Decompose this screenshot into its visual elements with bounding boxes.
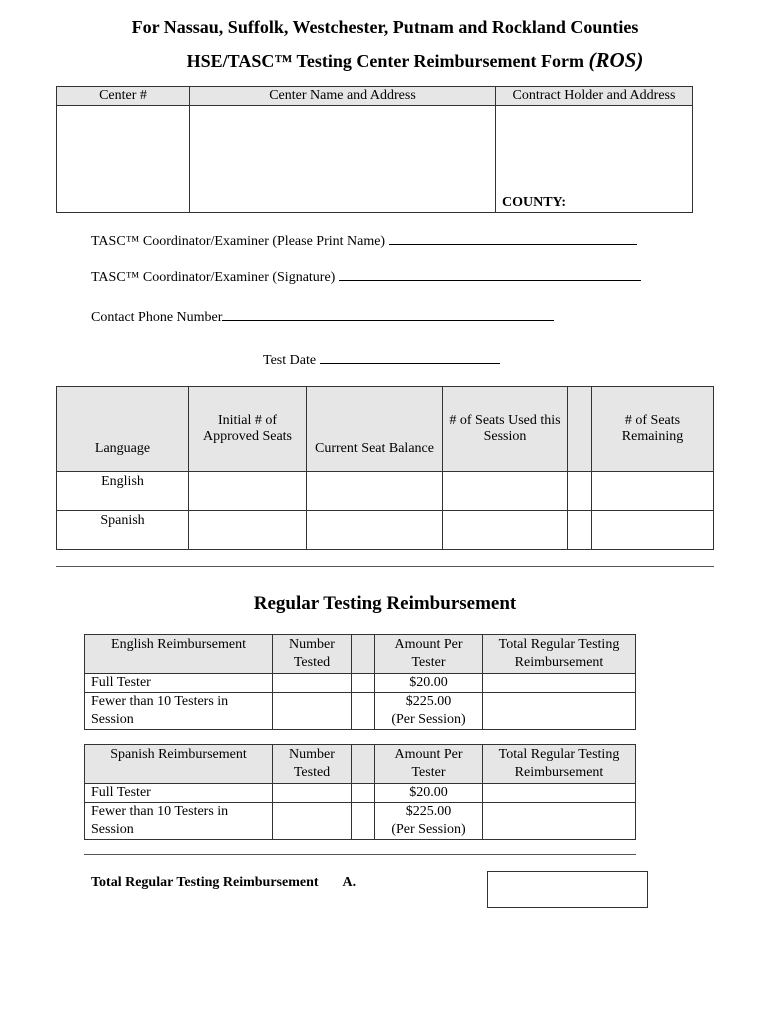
- signature-line[interactable]: [339, 268, 641, 281]
- spanish-fewer-amount-note: (Per Session): [391, 822, 466, 837]
- seats-spacer-header: [568, 387, 592, 472]
- phone-line[interactable]: [222, 308, 554, 321]
- section-divider: [56, 566, 714, 567]
- english-used-cell[interactable]: [443, 472, 568, 511]
- english-fewer-total-cell[interactable]: [483, 693, 636, 730]
- form-title-counties: For Nassau, Suffolk, Westchester, Putnam and Rockland Counties: [131, 17, 639, 37]
- contract-holder-cell[interactable]: [496, 106, 693, 213]
- spanish-spacer-header: [352, 745, 375, 784]
- english-spacer-cell: [568, 472, 592, 511]
- table-row: [57, 511, 714, 550]
- english-spacer-header: [352, 635, 375, 674]
- english-fewer-number-cell[interactable]: [273, 693, 352, 730]
- spanish-fewer-spacer-cell: [352, 803, 375, 840]
- spanish-reimbursement-table: [84, 744, 636, 840]
- county-label: COUNTY:: [502, 195, 567, 210]
- contract-holder-header: Contract Holder and Address: [496, 87, 693, 106]
- signature-field[interactable]: [91, 268, 641, 286]
- regular-testing-title: Regular Testing Reimbursement: [253, 593, 517, 614]
- english-balance-cell[interactable]: [307, 472, 443, 511]
- total-regular-letter: A.: [342, 875, 357, 890]
- spanish-used-cell[interactable]: [443, 511, 568, 550]
- spanish-initial-cell[interactable]: [189, 511, 307, 550]
- table-row: [85, 693, 636, 730]
- spanish-balance-cell[interactable]: [307, 511, 443, 550]
- english-amount-header: Amount Per Tester: [375, 635, 483, 674]
- english-full-spacer-cell: [352, 674, 375, 693]
- spanish-remaining-cell[interactable]: [592, 511, 714, 550]
- spanish-fewer-number-cell[interactable]: [273, 803, 352, 840]
- signature-label: TASC™ Coordinator/Examiner (Signature): [91, 270, 336, 285]
- seats-remaining-header: # of Seats Remaining: [592, 387, 714, 472]
- test-date-line[interactable]: [320, 351, 500, 364]
- center-name-header: Center Name and Address: [190, 87, 496, 106]
- spanish-amount-header: Amount Per Tester: [375, 745, 483, 784]
- total-regular-text: Total Regular Testing Reimbursement: [91, 875, 319, 890]
- print-name-line[interactable]: [389, 232, 637, 245]
- form-title-main: HSE/TASC™ Testing Center Reimbursement Form: [186, 51, 589, 71]
- english-fewer-label: Fewer than 10 Testers in Session: [85, 693, 273, 730]
- spanish-full-tester-label: Full Tester: [85, 784, 273, 803]
- spanish-total-header: Total Regular Testing Reimbursement: [483, 745, 636, 784]
- phone-field[interactable]: [91, 308, 554, 326]
- english-reimbursement-table: [84, 634, 636, 730]
- english-full-total-cell[interactable]: [483, 674, 636, 693]
- test-date-label: Test Date: [263, 353, 317, 368]
- center-name-cell[interactable]: [190, 106, 496, 213]
- language-header: Language: [57, 387, 189, 472]
- total-divider: [84, 854, 636, 855]
- phone-label: Contact Phone Number: [91, 310, 223, 325]
- table-row: [85, 803, 636, 840]
- table-row: [85, 784, 636, 803]
- spanish-fewer-label: Fewer than 10 Testers in Session: [85, 803, 273, 840]
- english-fewer-amount: [375, 693, 483, 730]
- total-regular-label: [91, 875, 356, 891]
- language-spanish: Spanish: [57, 511, 189, 550]
- center-number-cell[interactable]: [57, 106, 190, 213]
- total-regular-box[interactable]: [487, 871, 648, 908]
- current-balance-header: Current Seat Balance: [307, 387, 443, 472]
- english-remaining-cell[interactable]: [592, 472, 714, 511]
- form-title-ros: (ROS): [588, 48, 644, 72]
- spanish-fewer-total-cell[interactable]: [483, 803, 636, 840]
- print-name-label: TASC™ Coordinator/Examiner (Please Print Name): [91, 234, 386, 249]
- seats-table: [56, 386, 714, 550]
- spanish-full-spacer-cell: [352, 784, 375, 803]
- english-fewer-amount-note: (Per Session): [391, 712, 466, 727]
- english-full-number-cell[interactable]: [273, 674, 352, 693]
- english-number-tested-header: Number Tested: [273, 635, 352, 674]
- table-row: [57, 472, 714, 511]
- language-english: English: [57, 472, 189, 511]
- center-info-table: [56, 86, 693, 213]
- english-total-header: Total Regular Testing Reimbursement: [483, 635, 636, 674]
- spanish-full-number-cell[interactable]: [273, 784, 352, 803]
- english-initial-cell[interactable]: [189, 472, 307, 511]
- form-title: [0, 48, 770, 73]
- test-date-field[interactable]: [263, 351, 500, 369]
- print-name-field[interactable]: [91, 232, 637, 250]
- english-full-amount: $20.00: [375, 674, 483, 693]
- spanish-fewer-amount: [375, 803, 483, 840]
- center-number-header: Center #: [57, 87, 190, 106]
- english-reimb-header: English Reimbursement: [85, 635, 273, 674]
- initial-seats-header: Initial # of Approved Seats: [189, 387, 307, 472]
- english-full-tester-label: Full Tester: [85, 674, 273, 693]
- english-fewer-amount-value: $225.00: [405, 694, 452, 709]
- spanish-number-tested-header: Number Tested: [273, 745, 352, 784]
- table-row: [85, 674, 636, 693]
- spanish-fewer-amount-value: $225.00: [405, 804, 452, 819]
- seats-used-header: # of Seats Used this Session: [443, 387, 568, 472]
- spanish-full-amount: $20.00: [375, 784, 483, 803]
- spanish-spacer-cell: [568, 511, 592, 550]
- spanish-reimb-header: Spanish Reimbursement: [85, 745, 273, 784]
- english-fewer-spacer-cell: [352, 693, 375, 730]
- spanish-full-total-cell[interactable]: [483, 784, 636, 803]
